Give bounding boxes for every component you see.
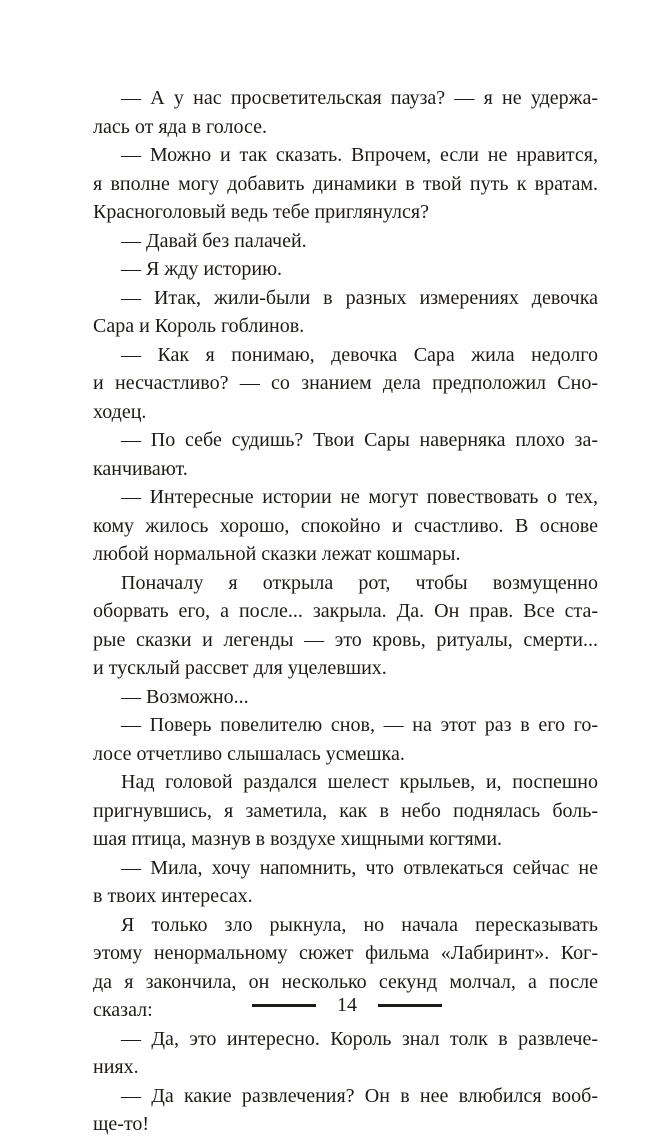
text-line: лосе отчетливо слышалась усмешка. <box>93 742 405 765</box>
text-line: — Давай без палачей. <box>121 229 307 252</box>
page-footer <box>0 990 669 1020</box>
text-line: этому ненормальному сюжет фильма «Лабиринт». Ког- <box>93 942 598 964</box>
footer-rule-right <box>378 1004 442 1007</box>
text-line: шая птица, мазнув в воздухе хищными когтями. <box>93 828 503 850</box>
text-line: я вполне могу добавить динамики в твой путь к вратам. <box>93 172 598 195</box>
text-line: — Можно и так сказать. Впрочем, если не нравится, <box>121 144 598 166</box>
text-line: Я только зло рыкнула, но начала пересказывать <box>121 913 598 936</box>
text-line: — Да какие развлечения? Он в нее влюбился вооб- <box>121 1084 598 1107</box>
text-line: оборвать его, а после... закрыла. Да. Он прав. Все ста- <box>93 600 598 622</box>
text-line: — А у нас просветительская пауза? — я не удержа- <box>121 87 598 109</box>
text-line: рые сказки и легенды — это кровь, ритуалы, смерти... <box>93 628 598 651</box>
text-line: Поначалу я открыла рот, чтобы возмущенно <box>121 571 598 594</box>
body-text <box>93 84 598 1139</box>
text-line: — Как я понимаю, девочка Сара жила недолго <box>121 343 598 366</box>
text-line: — Итак, жили-были в разных измерениях девочка <box>121 286 598 309</box>
text-line: и тусклый рассвет для уцелевших. <box>93 657 387 679</box>
text-line: ще-то! <box>93 1113 150 1135</box>
page-number: 14 <box>337 994 357 1016</box>
text-line: — Да, это интересно. Король знал толк в развлече- <box>121 1027 598 1050</box>
text-line: — Поверь повелителю снов, — на этот раз в его го- <box>121 714 598 736</box>
text-line: в твоих интересах. <box>93 885 253 907</box>
text-line: кому жилось хорошо, спокойно и счастливо. В основе <box>93 514 598 537</box>
footer-rule-left <box>252 1004 316 1007</box>
text-line: — Я жду историю. <box>121 258 283 280</box>
text-line: любой нормальной сказки лежат кошмары. <box>93 543 461 565</box>
text-line: — По себе судишь? Твои Сары наверняка плохо за- <box>121 429 598 451</box>
text-line: пригнувшись, я заметила, как в небо поднялась боль- <box>93 799 598 822</box>
text-line: — Интересные истории не могут повествовать о тех, <box>121 486 598 508</box>
text-line: сказал: <box>93 999 153 1021</box>
text-line: и несчастливо? — со знанием дела предположил Сно- <box>93 372 598 394</box>
text-line: Красноголовый ведь тебе приглянулся? <box>93 201 429 223</box>
text-line: Сара и Король гоблинов. <box>93 315 305 337</box>
text-line: ниях. <box>93 1056 139 1078</box>
text-line: — Мила, хочу напомнить, что отвлекаться сейчас не <box>121 856 598 879</box>
text-line: Над головой раздался шелест крыльев, и, поспешно <box>121 771 598 793</box>
text-line: ходец. <box>93 400 147 423</box>
text-line: да я закончила, он несколько секунд молчал, а после <box>93 970 598 993</box>
text-line: канчивают. <box>93 457 188 480</box>
text-line: — Возможно... <box>121 685 249 708</box>
text-line: лась от яда в голосе. <box>93 115 267 138</box>
